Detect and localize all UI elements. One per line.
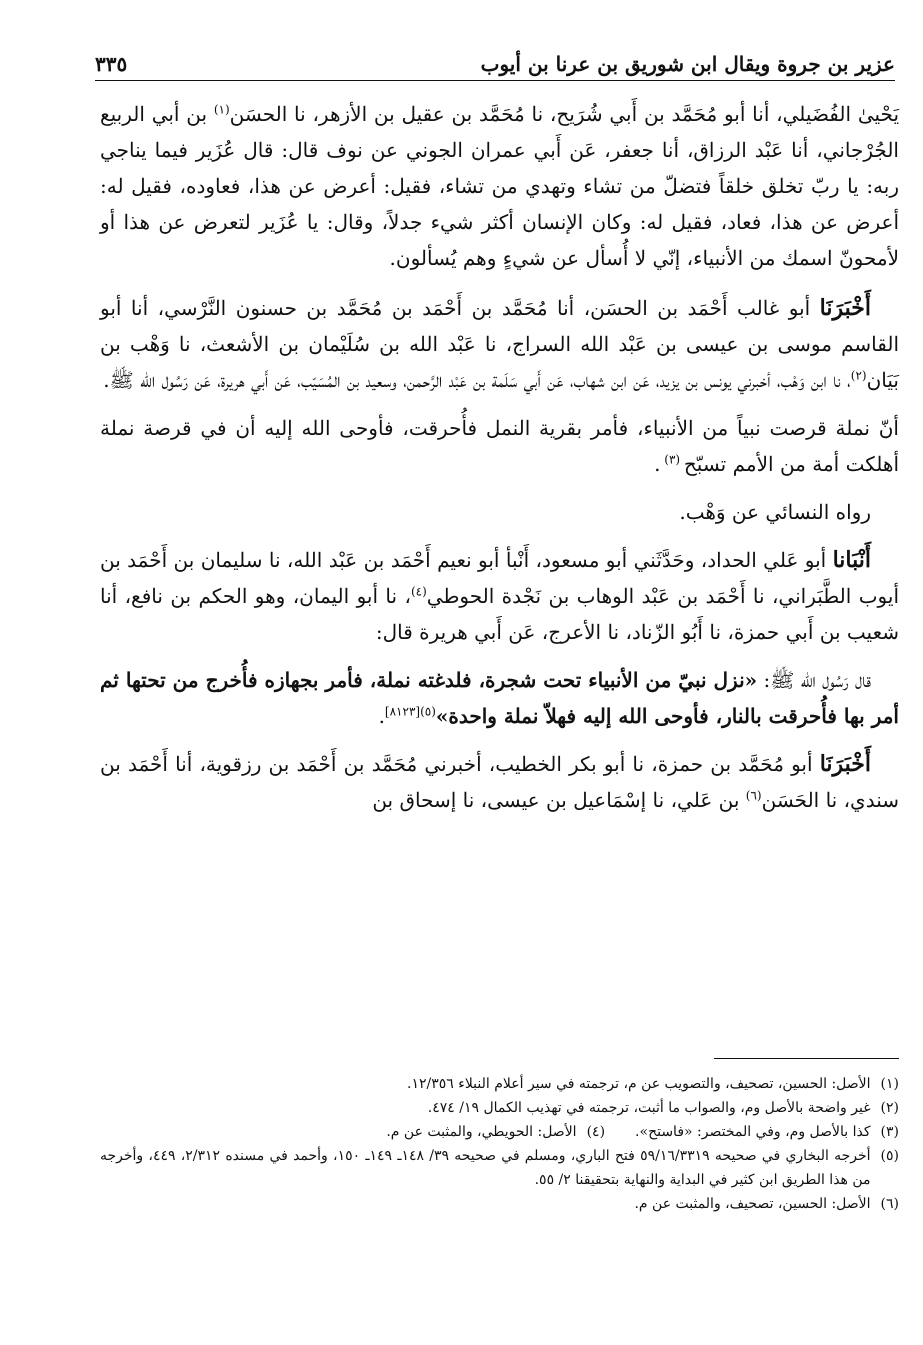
footnote-number: (٦) bbox=[880, 1196, 899, 1212]
isnad-lead: أَنْبَانا bbox=[832, 547, 871, 573]
footnote-number: (٢) bbox=[880, 1100, 899, 1116]
footnote-number: (٣) bbox=[880, 1124, 899, 1140]
isnad-lead: أَخْبَرَنَا bbox=[819, 295, 871, 321]
footnote-ref[interactable]: (٦) bbox=[745, 788, 762, 803]
running-header bbox=[95, 40, 895, 76]
footnote-number: (٤) bbox=[586, 1124, 606, 1140]
footnote-ref[interactable]: (٢) bbox=[850, 368, 867, 383]
text-run: أنّ نملة قرصت نبياً من الأنبياء، فأمر بقرية النمل فأُحرقت، فأوحى الله إليه أن في قرصة نملة أهلكت أمة من الأمم تسبّح bbox=[100, 416, 899, 476]
footnote-item bbox=[100, 1144, 899, 1192]
text-run: بن أبي الربيع الجُرْجاني، أنا عَبْد الرزاق، أنا جعفر، عَن أَبي عمران الجوني عن نوف قال: قال عُزَير فيما يناجي ربه: يا ربّ تخلق خلقاً فتضلّ من تشاء وتهدي من تشاء، فقيل: أعرض عن هذا، فعاوده، فقيل له: أعرض عن هذا، فعاد، فقيل له: وكان الإنسان أكثر شيء جدلاً، وقال: يا عُزَير لتعرض عن هذا أو لأمحونّ اسمك من الأنبياء، إنّي لا أُسأل عن شيءٍ وهم يُسألون. bbox=[100, 102, 899, 270]
text-run: . bbox=[378, 704, 385, 728]
footnote-text: الأصل: الحويطي، والمثبت عن م. bbox=[386, 1124, 577, 1140]
text-run: ، نا ابن وَهْب، أخبرني يونس بن يزيد، عَن ابن شهاب، عَن أَبي سَلَمة بن عَبْد الرَّحمن، وسعيد بن المُسَيّب، عَن أَبي هريرة، عَن رَسُول الله ﷺ. bbox=[103, 368, 851, 392]
paragraph bbox=[100, 96, 899, 276]
paragraph bbox=[100, 746, 899, 818]
footnote-text: الأصل: الحسين، تصحيف، والمثبت عن م. bbox=[634, 1196, 871, 1212]
page-number: ٣٣٥ bbox=[95, 52, 128, 76]
footnotes bbox=[100, 1072, 899, 1216]
isnad-lead: أَخْبَرَنَا bbox=[819, 751, 872, 777]
text-run: قال رَسُول الله ﷺ: bbox=[757, 668, 871, 692]
text-run: أبو غالب أَحْمَد بن الحسَن، أنا مُحَمَّد بن أَحْمَد بن مُحَمَّد بن حسنون النَّرْسي، أنا أبو القاسم موسى بن عيسى بن عَبْد الله السراج، نا عَبْد الله بن سُلَيْمان بن الأشعث، نا وَهْب بن بَيَان bbox=[100, 296, 899, 392]
hadith-text: «نزل نبيّ من الأنبياء تحت شجرة، فلدغته نملة، فأمر بجهازه فأُخرج من تحتها ثم أمر بها فأُحرقت بالنار، فأوحى الله إليه فهلاّ نملة واحدة» bbox=[100, 668, 899, 728]
paragraph bbox=[100, 662, 899, 734]
text-run: بن عَلي، نا إسْمَاعيل بن عيسى، نا إسحاق بن bbox=[372, 788, 746, 812]
header-divider bbox=[95, 80, 895, 81]
paragraph bbox=[100, 410, 899, 482]
text-run: يَحْيىٰ الفُضَيلي، أنا أبو مُحَمَّد بن أَبي شُرَيح، نا مُحَمَّد بن عقيل بن الأزهر، نا الحسَن bbox=[229, 102, 900, 126]
footnote-ref[interactable]: (١) bbox=[213, 102, 230, 117]
text-run: رواه النسائي عن وَهْب. bbox=[679, 500, 871, 524]
footnote-ref[interactable]: (٣) bbox=[660, 452, 684, 467]
footnote-item bbox=[100, 1072, 899, 1096]
footnote-ref[interactable]: (٤) bbox=[410, 584, 427, 599]
footnote-text: غير واضحة بالأصل وم، والصواب ما أثبت، ترجمته في تهذيب الكمال ١٩/ ٤٧٤. bbox=[427, 1100, 871, 1116]
footnote-ref[interactable]: (٥)[٨١٢٣] bbox=[384, 704, 436, 719]
paragraph bbox=[100, 542, 899, 650]
text-run: أبو عَلي الحداد، وحَدَّثَني أبو مسعود، أَنْبأ أبو نعيم أَحْمَد بن عَبْد الله، نا سليمان بن أَحْمَد بن أيوب الطَّبَراني، نا أَحْمَد بن عَبْد الوهاب بن نَجْدة الحوطي bbox=[100, 548, 900, 608]
footnote-row bbox=[100, 1120, 899, 1144]
paragraph bbox=[100, 494, 899, 530]
footnote-item bbox=[100, 1192, 899, 1216]
footnote-item bbox=[386, 1120, 605, 1144]
running-title: عزير بن جروة ويقال ابن شوريق بن عرنا بن أيوب bbox=[480, 52, 895, 76]
main-text bbox=[100, 96, 899, 830]
text-run: ، نا أبو اليمان، وهو الحكم بن نافع، أنا شعيب بن أَبي حمزة، نا أَبُو الزّناد، نا الأعرج، عَن أَبي هريرة قال: bbox=[100, 584, 899, 644]
footnote-divider bbox=[714, 1058, 899, 1059]
footnote-number: (١) bbox=[880, 1076, 899, 1092]
footnote-text: أخرجه البخاري في صحيحه ٥٩/١٦/٣٣١٩ فتح الباري، ومسلم في صحيحه ٣٩/ ١٤٨ـ ١٤٩ـ ١٥٠، وأحمد في مسنده ٢/٣١٢، ٤٤٩، وأخرجه من هذا الطريق ابن كثير في البداية والنهاية بتحقيقنا ٢/ ٥٥. bbox=[100, 1148, 871, 1188]
footnote-text: الأصل: الحسين، تصحيف، والتصويب عن م، ترجمته في سير أعلام النبلاء ١٢/٣٥٦. bbox=[407, 1076, 871, 1092]
paragraph bbox=[100, 290, 899, 398]
footnote-number: (٥) bbox=[880, 1148, 899, 1164]
text-run: أبو مُحَمَّد بن حمزة، نا أبو بكر الخطيب، أخبرني مُحَمَّد بن أَحْمَد بن رزقوية، أنا أَحْمَد بن سندي، نا الحَسَن bbox=[100, 752, 899, 812]
footnote-item bbox=[100, 1096, 899, 1120]
footnote-item bbox=[635, 1120, 899, 1144]
footnote-text: كذا بالأصل وم، وفي المختصر: «فاستح». bbox=[635, 1124, 871, 1140]
text-run: . bbox=[654, 452, 661, 476]
